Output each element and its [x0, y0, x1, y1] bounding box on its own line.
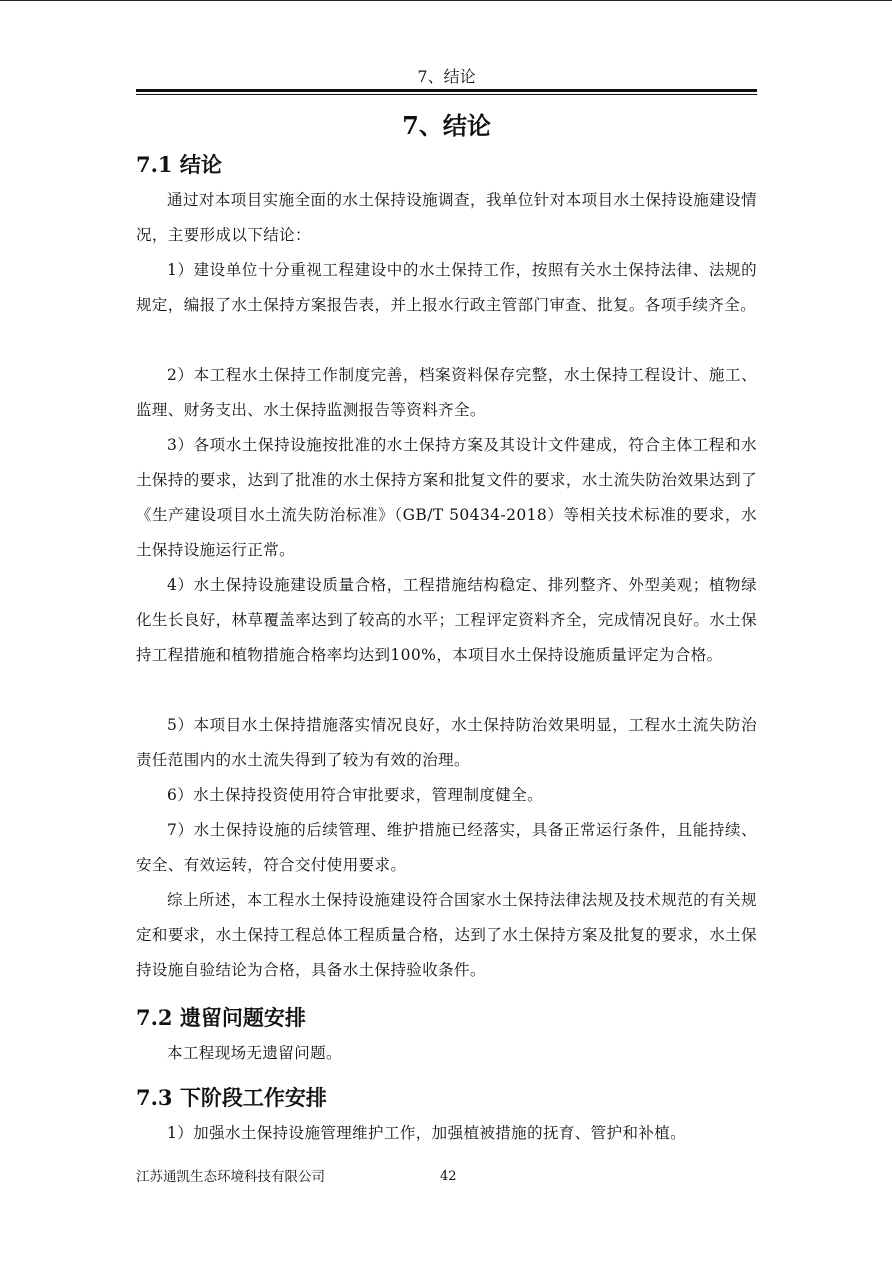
footer-company: 江苏通凯生态环境科技有限公司: [136, 1169, 325, 1185]
header-rule-thick: [136, 89, 757, 92]
paragraph-next-stage-1: 1）加强水土保持设施管理维护工作，加强植被措施的抚育、管护和补植。: [167, 1124, 687, 1142]
paragraph-conclusion-1: 1）建设单位十分重视工程建设中的水土保持工作，按照有关水土保持法律、法规的规定，编报了水土保持方案报告表，并上报水行政主管部门审查、批复。各项手续齐全。: [136, 261, 757, 314]
paragraph-conclusion-4: 4）水土保持设施建设质量合格，工程措施结构稳定、排列整齐、外型美观；植物绿化生长良好，林草覆盖率达到了较高的水平；工程评定资料齐全，完成情况良好。水土保持工程措施和植物措施合格率均达到100%，本项目水土保持设施质量评定为合格。: [136, 576, 757, 664]
section-heading-7-1: 7.1 结论: [136, 152, 222, 177]
section-heading-7-3: 7.3 下阶段工作安排: [136, 1085, 327, 1110]
page-top-border: [0, 0, 892, 1]
header-rule-thin: [136, 94, 757, 95]
chapter-title: 7、结论: [402, 111, 491, 140]
paragraph-conclusion-3: 3）各项水土保持设施按批准的水土保持方案及其设计文件建成，符合主体工程和水土保持的要求，达到了批准的水土保持方案和批复文件的要求，水土流失防治效果达到了《生产建设项目水土流失防治标准》（GB/T 50434-2018）等相关技术标准的要求，水土保持设施运行正常。: [136, 436, 757, 559]
running-header: 7、结论: [417, 67, 476, 86]
paragraph-conclusion-2: 2）本工程水土保持工作制度完善，档案资料保存完整，水土保持工程设计、施工、监理、财务支出、水土保持监测报告等资料齐全。: [136, 366, 757, 419]
paragraph-intro: 通过对本项目实施全面的水土保持设施调查，我单位针对本项目水土保持设施建设情况，主要形成以下结论：: [136, 191, 757, 244]
paragraph-conclusion-5: 5）本项目水土保持措施落实情况良好，水土保持防治效果明显，工程水土流失防治责任范围内的水土流失得到了较为有效的治理。: [136, 716, 757, 769]
paragraph-conclusion-7: 7）水土保持设施的后续管理、维护措施已经落实，具备正常运行条件，且能持续、安全、有效运转，符合交付使用要求。: [136, 821, 757, 874]
section-heading-7-2: 7.2 遗留问题安排: [136, 1005, 306, 1030]
paragraph-summary: 综上所述，本工程水土保持设施建设符合国家水土保持法律法规及技术规范的有关规定和要求，水土保持工程总体工程质量合格，达到了水土保持方案及批复的要求，水土保持设施自验结论为合格，具备水土保持验收条件。: [136, 891, 757, 979]
paragraph-remaining-issues: 本工程现场无遗留问题。: [167, 1044, 342, 1062]
page-number: 42: [440, 1169, 457, 1184]
paragraph-conclusion-6: 6）水土保持投资使用符合审批要求，管理制度健全。: [167, 786, 543, 804]
